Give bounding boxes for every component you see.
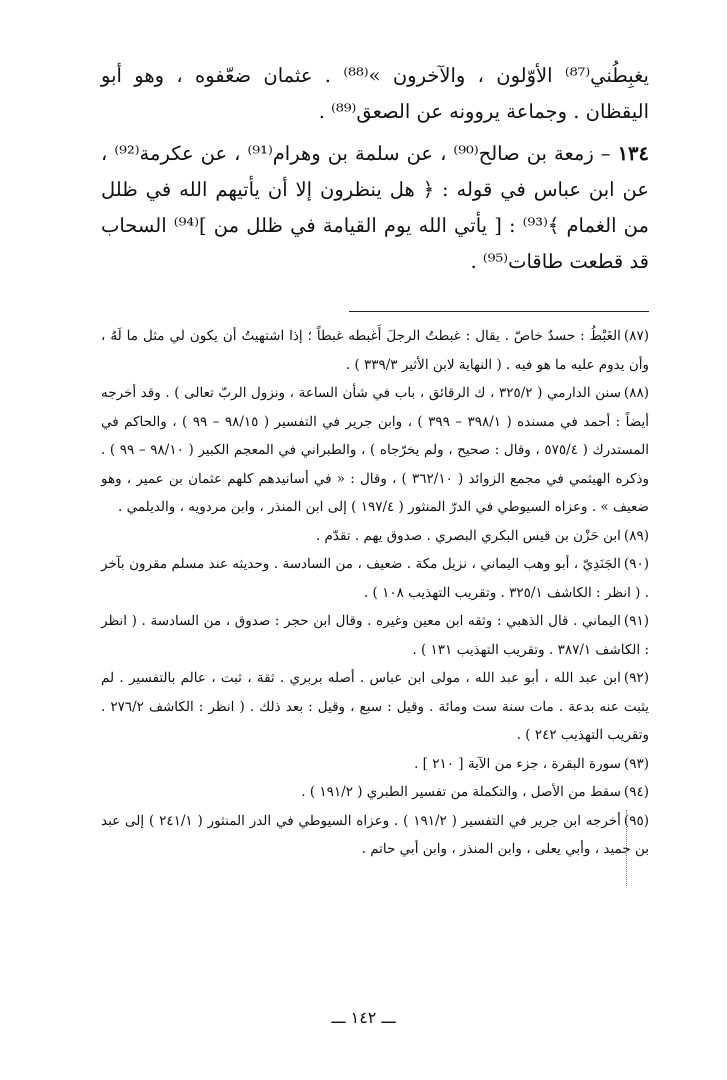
footnote-number: (٨٨) bbox=[623, 385, 649, 401]
footnote-separator bbox=[349, 311, 649, 312]
footnote-number: (٩٥) bbox=[623, 812, 649, 829]
entry-text: – زمعة بن صالح⁽⁹⁰⁾ ، عن سلمة بن وهرام⁽⁹¹⁾ ، عن عكرمة⁽⁹²⁾ ، عن ابن عباس في قوله : ﴿ هل ينظرون إلا أن يأتيهم الله في ظلل من الغمام ﴾⁽⁹³⁾ : [ يأتي الله يوم القيامة في ظلل من ]⁽⁹⁴⁾ السحاب قد قطعت طاقات⁽⁹⁵⁾ . bbox=[101, 142, 649, 273]
main-paragraph-1: يغبِطُني⁽⁸⁷⁾ الأوّلون ، والآخرون »⁽⁸⁸⁾ . عثمان ضعّفوه ، وهو أبو اليقظان . وجماعة يروونه عن الصعق⁽⁸⁹⁾ . bbox=[101, 64, 649, 123]
footnote-89 bbox=[101, 522, 649, 551]
footnote-text: سورة البقرة ، جزء من الآية [ ٢١٠ ] . bbox=[414, 755, 621, 772]
entry-number: ١٣٤ bbox=[617, 142, 649, 165]
footnote-text: أخرجه ابن جرير في التفسير ( ١٩١/٢ ) . وعزاه السيوطي في الدر المنثور ( ٢٤١/١ ) إلى عبد بن حميد ، وأبي يعلى ، وابن المنذر ، وابن أبي حاتم . bbox=[101, 812, 649, 857]
page-number: ـــ ١٤٢ ـــ bbox=[331, 1008, 396, 1027]
footnote-number: (٩٠) bbox=[623, 556, 649, 572]
footnote-91 bbox=[101, 607, 649, 664]
footnote-90 bbox=[101, 550, 649, 607]
footnote-text: اليماني . قال الذهبي : وثقه ابن معين وغيره . وقال ابن حجر : صدوق ، من السادسة . ( انظر : الكاشف ٣٨٧/١ . وتقريب التهذيب ١٣١ ) . bbox=[101, 613, 649, 658]
footnote-94 bbox=[101, 778, 649, 807]
footnote-text: الجَنَدِيّ ، أبو وهب اليماني ، نزيل مكة . ضعيف ، من السادسة . وحديثه عند مسلم مقرون بآخر . ( انظر : الكاشف ٣٢٥/١ . وتقريب التهذيب ١٠٨ ) . bbox=[101, 556, 649, 601]
footnote-92 bbox=[101, 664, 649, 750]
footnote-text: ابن حَزْن بن قيس البكري البصري . صدوق يهم . تقدّم . bbox=[315, 527, 621, 544]
footnote-number: (٩٣) bbox=[623, 755, 649, 772]
footnote-number: (٩٢) bbox=[623, 670, 649, 686]
footnotes bbox=[101, 322, 649, 864]
footnote-text: سنن الدارمي ( ٣٢٥/٢ ، ك الرقائق ، باب في شأن الساعة ، ونزول الربّ تعالى ) . وقد أخرجه أيضاً : أحمد في مسنده ( ٣٩٨/١ – ٣٩٩ ) ، وابن جرير في التفسير ( ٩٨/١٥ – ٩٩ ) ، والحاكم في المستدرك ( ٥٧٥/٤ ، وقال : صحيح ، ولم يخرّجاه ) ، والطبراني في المعجم الكبير ( ٩٨/١٠ – ٩٩ ) . وذكره الهيثمي في مجمع الزوائد ( ٣٦٢/١٠ ) ، وقال : « في أسانيدهم كلهم عثمان بن عمير ، وهو ضعيف » . وعزاه السيوطي في الدرّ المنثور ( ١٩٧/٤ ) إلى ابن المنذر ، وابن مردويه ، والديلمي . bbox=[101, 385, 650, 515]
footnote-number: (٨٧) bbox=[623, 328, 649, 344]
footnote-95 bbox=[101, 807, 649, 864]
footnote-88 bbox=[101, 379, 649, 522]
footnote-number: (٩٤) bbox=[623, 784, 649, 800]
margin-mark bbox=[626, 810, 627, 886]
footnote-93 bbox=[101, 750, 649, 779]
footnote-87 bbox=[101, 322, 649, 379]
footnote-number: (٩١) bbox=[623, 613, 649, 629]
footnote-text: ابن عبد الله ، أبو عبد الله ، مولى ابن عباس . أصله بربري . ثقة ، ثبت ، عالم بالتفسير . لم يثبت عنه بدعة . مات سنة ست ومائة . وقيل : سبع ، وقيل : بعد ذلك . ( انظر : الكاشف ٢٧٦/٢ . وتقريب التهذيب ٢٤٢ ) . bbox=[101, 670, 649, 743]
footnote-text: الغَبْطُ : حسدٌ خاصّ . يقال : غبطتُ الرجلَ أَغبطه غبطاً ؛ إذا اشتهيتُ أن يكون لي مثل ما لَهُ ، وأن يدوم عليه ما هو فيه . ( النهاية لابن الأثير ٣٣٩/٣ ) . bbox=[101, 328, 649, 373]
footnote-number: (٨٩) bbox=[623, 527, 649, 544]
main-text bbox=[101, 58, 649, 280]
footnote-text: سقط من الأصل ، والتكملة من تفسير الطبري ( ١٩١/٢ ) . bbox=[301, 784, 621, 800]
main-paragraph-2 bbox=[101, 136, 649, 280]
